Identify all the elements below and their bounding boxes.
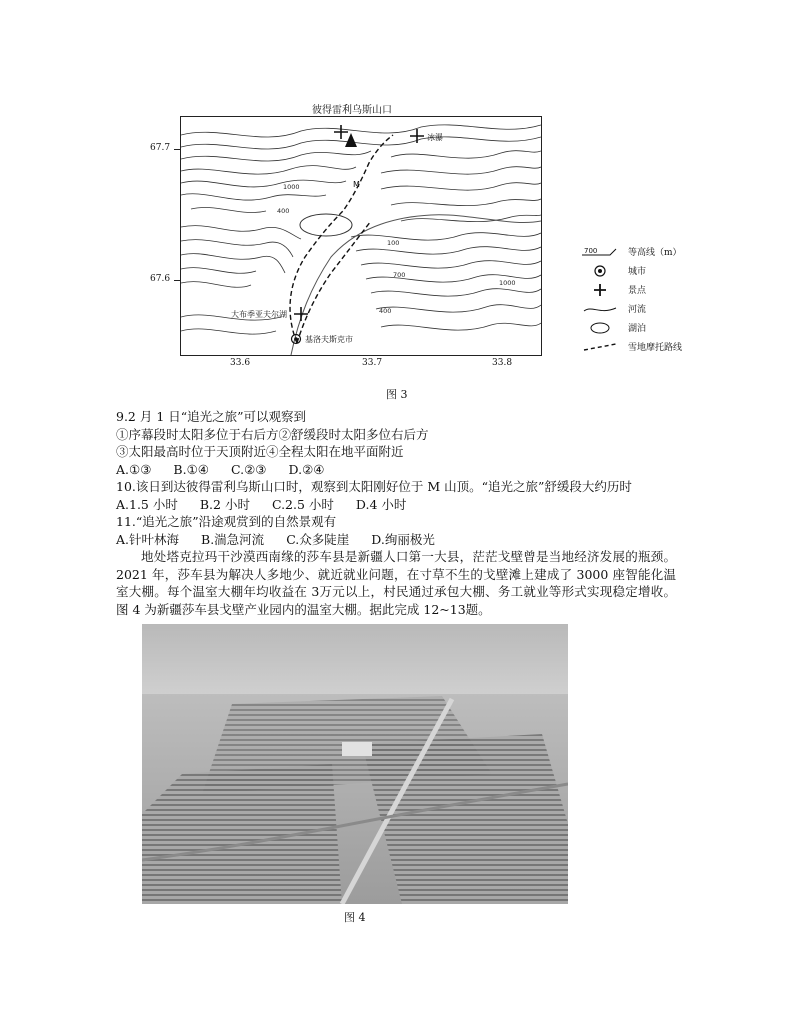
contour-line <box>181 137 541 149</box>
q11-option-a: A.针叶林海 <box>116 531 180 547</box>
q10-option-a: A.1.5 小时 <box>116 496 178 512</box>
contour-line <box>181 166 356 175</box>
figure-4-caption: 图 4 <box>344 911 366 924</box>
contour-label: 1000 <box>283 183 300 191</box>
sky <box>142 624 568 694</box>
lat-label-67-7: 67.7 <box>150 143 171 153</box>
lake-icon <box>588 321 612 335</box>
m-label: M <box>353 180 360 189</box>
attraction-icon <box>410 129 424 143</box>
legend-row-attraction <box>580 280 682 299</box>
q9-options <box>116 461 676 479</box>
topographic-map <box>180 116 542 356</box>
q9-option-c: C.②③ <box>231 461 267 477</box>
q9-option-d: D.②④ <box>288 461 325 477</box>
lake-place-label: 大布季亚夫尔湖 <box>231 310 287 319</box>
lon-label-33-7: 33.7 <box>362 358 383 368</box>
passage-paragraph: 地处塔克拉玛干沙漠西南缘的莎车县是新疆人口第一大县，茫茫戈壁曾是当地经济发展的瓶颈。2021 年，莎车县为解决人多地少、就近就业问题，在寸草不生的戈壁滩上建成了 3000 座智能化温室大棚。每个温室大棚年均收益在 3万元以上，村民通过承包大棚、务工就业等形式实现稳定增收。图 4 为新疆莎车县戈壁产业园内的温室大棚。据此完成 12~13题。 <box>116 549 676 617</box>
lake <box>300 214 352 236</box>
attraction-icon <box>593 283 607 297</box>
contour-line <box>376 305 541 312</box>
ice-falls-label: 冰瀑 <box>427 133 443 142</box>
contour-line <box>351 233 541 240</box>
attraction-icon <box>334 125 348 139</box>
legend-row-river <box>580 299 682 318</box>
q10-option-c: C.2.5 小时 <box>271 496 334 512</box>
city-icon-dot <box>294 337 298 341</box>
snowmobile-route-branch <box>297 221 371 343</box>
q11-stem: 11.“追光之旅”沿途观赏到的自然景观有 <box>116 514 337 529</box>
greenhouse-field <box>142 764 342 904</box>
q9-option-b: B.①④ <box>173 461 209 477</box>
map-legend <box>580 242 682 356</box>
greenhouse-photo-drawing <box>142 624 568 904</box>
lon-label-33-6: 33.6 <box>230 358 251 368</box>
river-icon <box>582 302 618 316</box>
contour-line <box>181 240 293 257</box>
legend-label: 雪地摩托路线 <box>628 343 683 353</box>
contour-line <box>371 289 541 296</box>
q10-options <box>116 496 676 514</box>
contour-line <box>381 183 541 190</box>
legend-label: 景点 <box>628 286 647 296</box>
contour-line <box>181 268 256 274</box>
contour-symbol-value: 700 <box>584 246 598 255</box>
city-icon <box>593 264 607 278</box>
lat-label-67-6: 67.6 <box>150 274 171 284</box>
lon-label-33-8: 33.8 <box>492 358 513 368</box>
greenhouse-photo <box>142 624 568 904</box>
contour-line <box>181 125 541 137</box>
map-title: 彼得雷利乌斯山口 <box>312 105 392 116</box>
contour-label: 700 <box>393 271 406 279</box>
q11-option-b: B.湍急河流 <box>201 531 265 547</box>
contour-label: 400 <box>277 207 290 215</box>
contour-line <box>181 329 276 334</box>
contour-symbol <box>580 245 620 259</box>
contour-label: 1000 <box>499 279 516 287</box>
legend-label: 城市 <box>628 267 647 277</box>
q10-stem: 10.该日到达彼得雷利乌斯山口时，观察到太阳刚好位于 M 山顶。“追光之旅”舒缓段大约历时 <box>116 479 632 494</box>
contour-line <box>181 194 326 200</box>
legend-label: 等高线（m） <box>628 248 682 258</box>
city-label: 基洛夫斯克市 <box>305 335 353 344</box>
contour-line <box>181 180 346 187</box>
contour-line <box>391 151 541 158</box>
question-block <box>116 408 676 618</box>
contour-line <box>181 151 371 161</box>
q9-statements-2: ③太阳最高时位于天顶附近④全程太阳在地平面附近 <box>116 444 404 459</box>
peak-triangle <box>345 133 357 147</box>
legend-row-contour <box>580 242 682 261</box>
contour-line <box>391 199 541 206</box>
q11-options <box>116 531 676 549</box>
contour-line <box>381 167 541 174</box>
contour-line <box>181 282 251 288</box>
q9-stem: 9.2 月 1 日“追光之旅”可以观察到 <box>116 409 307 424</box>
legend-label: 河流 <box>628 305 647 315</box>
contour-line <box>181 254 285 273</box>
snowmobile-route-icon <box>582 340 618 354</box>
contour-line <box>361 261 541 268</box>
q10-option-d: D.4 小时 <box>355 496 407 512</box>
contour-line <box>381 323 541 330</box>
q11-option-d: D.绚丽极光 <box>371 531 435 547</box>
building <box>342 742 372 756</box>
legend-row-city <box>580 261 682 280</box>
contour-line <box>356 247 541 254</box>
legend-label: 湖泊 <box>628 324 647 334</box>
legend-row-lake <box>580 318 682 337</box>
q9-statements-1: ①序幕段时太阳多位于右后方②舒缓段时太阳多位右后方 <box>116 426 429 442</box>
contour-line <box>191 207 266 212</box>
contour-label: 100 <box>387 239 400 247</box>
legend-row-route <box>580 337 682 356</box>
q11-option-c: C.众多陡崖 <box>286 531 350 547</box>
contour-label: 400 <box>379 307 392 315</box>
contour-line <box>181 226 301 239</box>
q9-option-a: A.①③ <box>116 461 152 477</box>
q10-option-b: B.2 小时 <box>199 496 250 512</box>
map-drawing <box>181 117 541 355</box>
figure-3-caption: 图 3 <box>386 388 408 401</box>
